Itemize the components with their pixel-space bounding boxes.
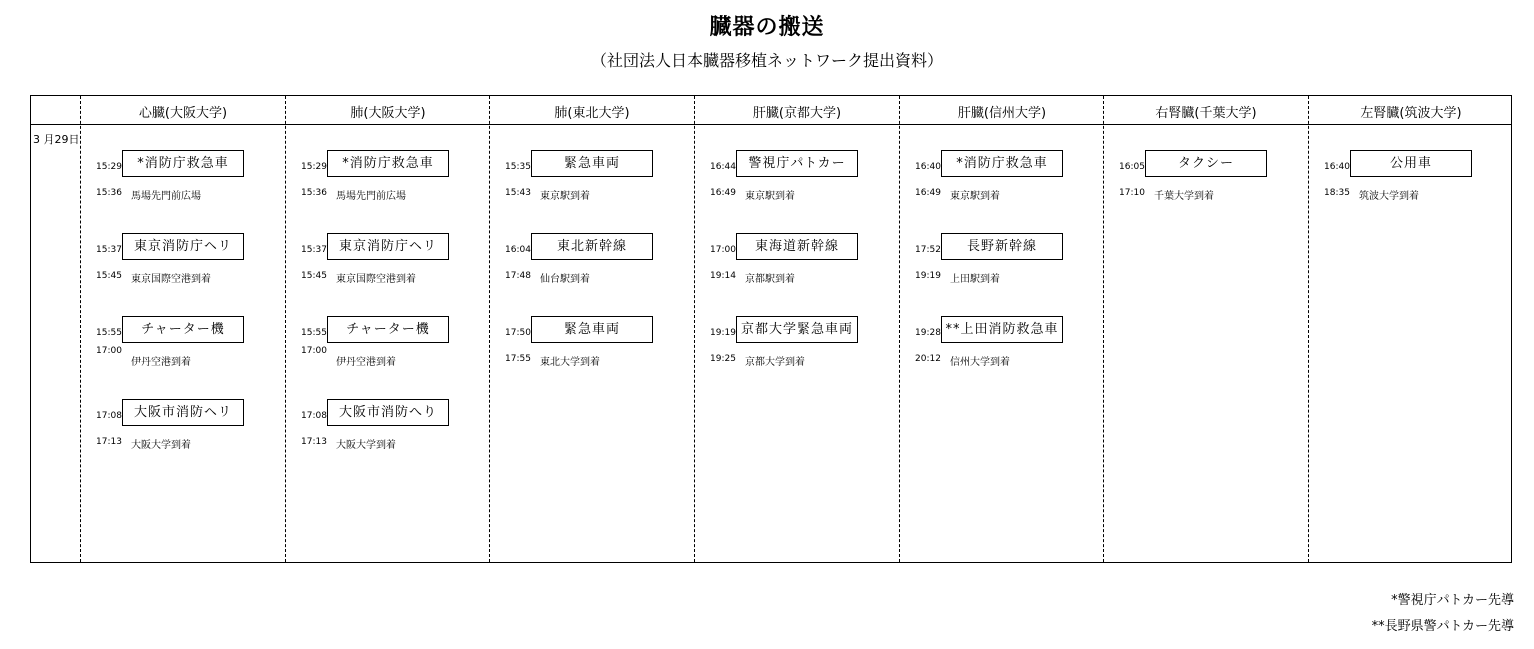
vehicle-box: 緊急車両 — [531, 316, 653, 343]
departure-time: 19:19 — [710, 328, 736, 338]
transport-step — [490, 233, 694, 293]
transport-step — [1309, 150, 1513, 210]
destination: 信州大学到着 — [950, 357, 1010, 368]
vehicle-box: 東京消防庁ヘリ — [327, 233, 449, 260]
arrival-time: 19:25 — [710, 354, 736, 364]
destination: 東京駅到着 — [745, 191, 795, 202]
transport-step — [286, 233, 490, 293]
destination: 馬場先門前広場 — [131, 191, 201, 202]
vehicle-box: チャーター機 — [122, 316, 244, 343]
arrival-time: 15:43 — [505, 188, 531, 198]
transport-step — [81, 233, 285, 293]
destination: 京都大学到着 — [745, 357, 805, 368]
arrival-time: 20:12 — [915, 354, 941, 364]
destination: 筑波大学到着 — [1359, 191, 1419, 202]
vehicle-box: 長野新幹線 — [941, 233, 1063, 260]
departure-time: 16:05 — [1119, 162, 1145, 172]
vehicle-box: 東北新幹線 — [531, 233, 653, 260]
footnote-nagano-police-escort: **長野県警パトカー先導 — [1371, 619, 1514, 634]
departure-time: 17:08 — [301, 411, 327, 421]
vehicle-box: *消防庁救急車 — [122, 150, 244, 177]
arrival-time: 15:45 — [301, 271, 327, 281]
departure-time: 16:04 — [505, 245, 531, 255]
date-label: 3 月29日 — [33, 133, 80, 146]
departure-time: 16:40 — [1324, 162, 1350, 172]
arrival-time: 17:00 — [96, 346, 122, 356]
transport-step — [286, 399, 490, 459]
vehicle-box: 公用車 — [1350, 150, 1472, 177]
destination: 上田駅到着 — [950, 274, 1000, 285]
departure-time: 17:52 — [915, 245, 941, 255]
transport-step — [695, 233, 899, 293]
transport-step — [286, 316, 490, 376]
departure-time: 17:08 — [96, 411, 122, 421]
departure-time: 15:37 — [301, 245, 327, 255]
vehicle-box: チャーター機 — [327, 316, 449, 343]
column-right-kidney — [1104, 96, 1308, 562]
destination: 東京国際空港到着 — [336, 274, 416, 285]
arrival-time: 18:35 — [1324, 188, 1350, 198]
arrival-time: 17:13 — [96, 437, 122, 447]
vehicle-box: タクシー — [1145, 150, 1267, 177]
arrival-time: 16:49 — [915, 188, 941, 198]
vehicle-box: 警視庁パトカー — [736, 150, 858, 177]
column-header-heart: 心臓(大阪大学) — [138, 106, 228, 121]
arrival-time: 15:36 — [301, 188, 327, 198]
column-header-right-kidney: 右腎臓(千葉大学) — [1155, 106, 1257, 121]
departure-time: 15:55 — [301, 328, 327, 338]
arrival-time: 19:14 — [710, 271, 736, 281]
column-header-liver-kyoto: 肝臓(京都大学) — [752, 106, 842, 121]
transport-step — [81, 316, 285, 376]
transport-step — [900, 233, 1104, 293]
arrival-time: 17:55 — [505, 354, 531, 364]
vehicle-box: 大阪市消防ヘリ — [122, 399, 244, 426]
transport-step — [490, 316, 694, 376]
destination: 京都駅到着 — [745, 274, 795, 285]
transport-table — [30, 95, 1512, 563]
page-title: 臓器の搬送 — [709, 15, 825, 40]
arrival-time: 17:10 — [1119, 188, 1145, 198]
departure-time: 16:44 — [710, 162, 736, 172]
column-heart — [81, 96, 285, 562]
departure-time: 15:35 — [505, 162, 531, 172]
column-header-lung-tohoku: 肺(東北大学) — [554, 106, 630, 121]
destination: 東京駅到着 — [540, 191, 590, 202]
column-lung-tohoku — [490, 96, 694, 562]
vehicle-box: *消防庁救急車 — [327, 150, 449, 177]
transport-step — [695, 150, 899, 210]
arrival-time: 16:49 — [710, 188, 736, 198]
vehicle-box: 緊急車両 — [531, 150, 653, 177]
arrival-time: 19:19 — [915, 271, 941, 281]
vehicle-box: 東京消防庁ヘリ — [122, 233, 244, 260]
transport-step — [81, 399, 285, 459]
departure-time: 15:29 — [301, 162, 327, 172]
arrival-time: 15:45 — [96, 271, 122, 281]
destination: 東京国際空港到着 — [131, 274, 211, 285]
arrival-time: 15:36 — [96, 188, 122, 198]
column-header-liver-shinshu: 肝臓(信州大学) — [957, 106, 1047, 121]
destination: 東京駅到着 — [950, 191, 1000, 202]
departure-time: 15:55 — [96, 328, 122, 338]
departure-time: 19:28 — [915, 328, 941, 338]
vehicle-box: 東海道新幹線 — [736, 233, 858, 260]
transport-step — [490, 150, 694, 210]
arrival-time: 17:48 — [505, 271, 531, 281]
column-header-lung-osaka: 肺(大阪大学) — [350, 106, 426, 121]
vehicle-box: **上田消防救急車 — [941, 316, 1063, 343]
footnote-police-escort: *警視庁パトカー先導 — [1391, 593, 1514, 608]
column-lung-osaka — [286, 96, 490, 562]
destination: 大阪大学到着 — [336, 440, 396, 451]
page-subtitle: （社団法人日本臓器移植ネットワーク提出資料） — [590, 51, 943, 70]
departure-time: 15:37 — [96, 245, 122, 255]
vehicle-box: *消防庁救急車 — [941, 150, 1063, 177]
arrival-time: 17:00 — [301, 346, 327, 356]
destination: 東北大学到着 — [540, 357, 600, 368]
arrival-time: 17:13 — [301, 437, 327, 447]
destination: 伊丹空港到着 — [336, 357, 396, 368]
column-left-kidney — [1309, 96, 1513, 562]
transport-step — [900, 150, 1104, 210]
column-header-left-kidney: 左腎臓(筑波大学) — [1360, 106, 1462, 121]
destination: 千葉大学到着 — [1154, 191, 1214, 202]
departure-time: 15:29 — [96, 162, 122, 172]
transport-step — [286, 150, 490, 210]
column-liver-shinshu — [900, 96, 1104, 562]
transport-step — [1104, 150, 1308, 210]
destination: 仙台駅到着 — [540, 274, 590, 285]
transport-step — [900, 316, 1104, 376]
vehicle-box: 大阪市消防へり — [327, 399, 449, 426]
destination: 大阪大学到着 — [131, 440, 191, 451]
vehicle-box: 京都大学緊急車両 — [736, 316, 858, 343]
destination: 馬場先門前広場 — [336, 191, 406, 202]
destination: 伊丹空港到着 — [131, 357, 191, 368]
transport-step — [81, 150, 285, 210]
departure-time: 16:40 — [915, 162, 941, 172]
departure-time: 17:50 — [505, 328, 531, 338]
column-liver-kyoto — [695, 96, 899, 562]
transport-step — [695, 316, 899, 376]
departure-time: 17:00 — [710, 245, 736, 255]
